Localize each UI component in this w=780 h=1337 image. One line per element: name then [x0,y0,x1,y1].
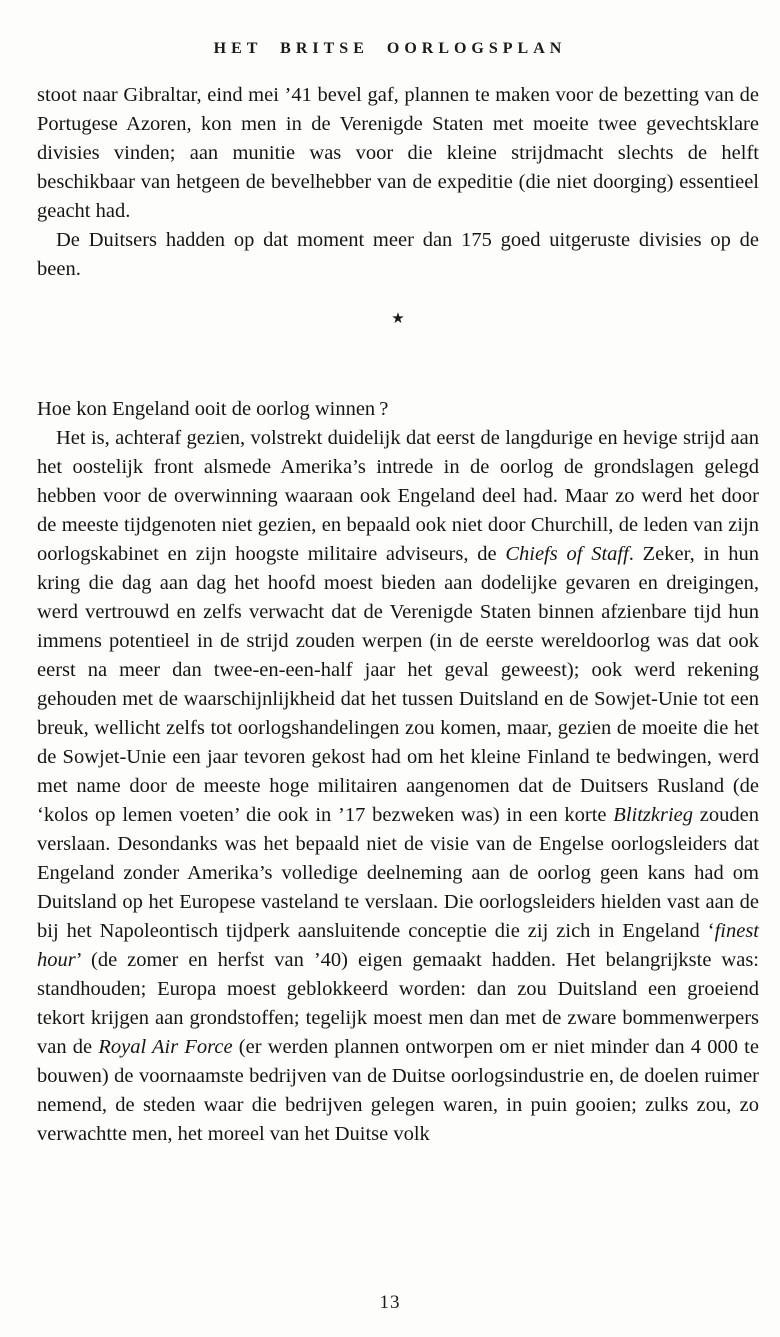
text-run: zouden verslaan. Desondanks was het bepaald niet de visie van de Engelse oorlogsleiders dat Engeland zonder Amerika’s volledige deelneming aan de oorlog geen kans had om Duitsland op het Europese vasteland te verslaan. Die oorlogsleiders hielden vast aan de bij het Napoleontisch tijdperk aansluitende conceptie die zij zich in Engeland ‘ [37,804,760,942]
text-run-italic-chiefs-of-staff: Chiefs of Staff [505,543,629,565]
text-run-italic-royal-air-force: Royal Air Force [98,1036,233,1058]
text-run: stoot naar Gibraltar, eind mei ’41 bevel gaf, plannen te maken voor de bezetting van de Portugese Azoren, kon men in de Verenigde Staten met moeite twee gevechtsklare divisies vinden; aan munitie was voor die kleine strijdmacht slechts de helft beschikbaar van hetgeen de bevelhebber van de expeditie (die niet doorging) essentieel geacht had. [37,84,759,222]
text-run: Het is, achteraf gezien, volstrekt duidelijk dat eerst de langdurige en hevige strijd aan het oostelijk front alsmede Amerika’s intrede in de oorlog de grondslagen gelegd hebben voor de overwinning waaraan ook Engeland deel had. Maar zo werd het door de meeste tijdgenoten niet gezien, en bepaald ook niet door Churchill, de leden van zijn oorlogskabinet en zijn hoogste militaire adviseurs, de [37,427,759,565]
page-number: 13 [379,1292,401,1313]
text-run-italic-finest-hour: finest hour [37,920,759,971]
running-header: HET BRITSE OORLOGSPLAN [213,40,567,57]
paragraph-question [37,395,759,424]
text-run: (er werden plannen ontworpen om er niet minder dan 4 000 te bouwen) de voornaamste bedrijven van de Duitse oorlogsindustrie en, de doelen ruimer nemend, de steden waar die bedrijven gelegen waren, in puin gooien; zulks zou, zo verwachtte men, het moreel van het Duitse volk [37,1036,759,1145]
text-run: Hoe kon Engeland ooit de oorlog winnen ? [37,398,389,420]
paragraph-continuation [37,81,759,226]
text-run: . Zeker, in hun kring die dag aan dag het hoofd moest bieden aan dodelijke gevaren en dreigingen, werd vertrouwd en zelfs verwacht dat de Verenigde Staten binnen afzienbare tijd hun immens potentieel in de strijd zouden werpen (in de eerste wereldoorlog was dat ook eerst na meer dan twee-en-een-half jaar het geval geweest); ook werd rekening gehouden met de waarschijnlijkheid dat het tussen Duitsland en de Sowjet-Unie tot een breuk, wellicht zelfs tot oorlogshandelingen zou komen, maar, gezien de moeite die het de Sowjet-Unie een jaar tevoren gekost had om het kleine Finland te bedwingen, werd met name door de meeste hoge militairen aangenomen dat de Duitsers Rusland (de ‘kolos op lemen voeten’ die ook in ’17 bezweken was) in een korte [37,543,759,826]
section-separator-star: ★ [391,311,405,327]
page-body [37,81,759,1149]
text-run-italic-blitzkrieg: Blitzkrieg [613,804,694,826]
text-run: ’ (de zomer en herfst van ’40) eigen gemaakt hadden. Het belangrijkste was: standhouden; Europa moest geblokkeerd worden: dan zou Duitsland een groeiend tekort krijgen aan grondstoffen; tegelijk moest men dan met de zware bommenwerpers van de [37,949,759,1058]
paragraph-duitsers [37,226,759,284]
text-run: De Duitsers hadden op dat moment meer dan 175 goed uitgeruste divisies op de been. [37,229,759,280]
paragraph-main [37,424,759,1149]
